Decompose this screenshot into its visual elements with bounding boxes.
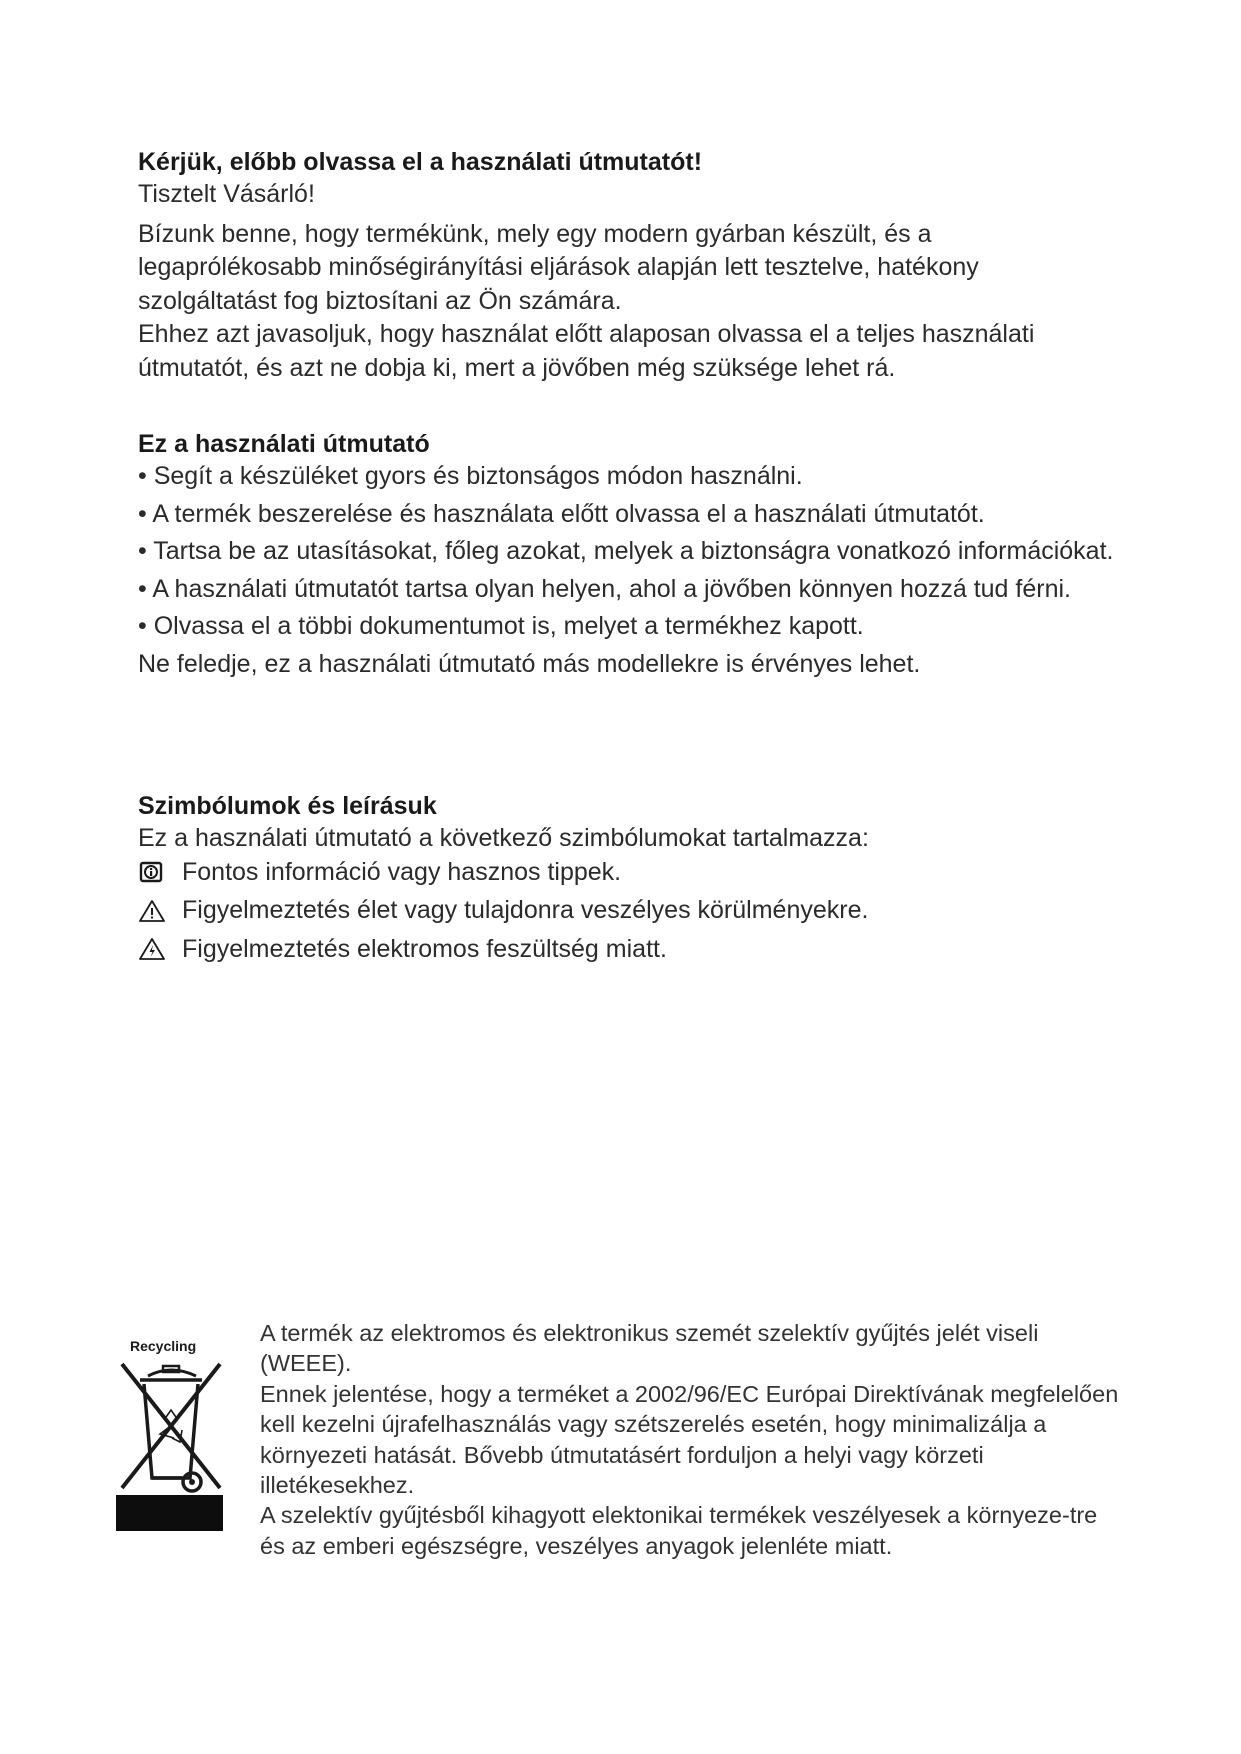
symbols-heading: Szimbólumok és leírásuk	[138, 792, 437, 820]
manual-note: Ne feledje, ez a használati útmutató más modellekre is érvényes lehet.	[138, 649, 921, 678]
symbol-row-warning	[138, 894, 1118, 928]
intro-paragraph-1: Bízunk benne, hogy termékünk, mely egy modern gyárban készült, és a legaprólékosabb minőségirányítási eljárások alapján lett tesztelve, hatékony szolgáltatást fog biztosítani az Ön számára.	[138, 219, 979, 315]
info-icon	[138, 859, 166, 885]
manual-bullet: • A használati útmutatót tartsa olyan helyen, ahol a jövőben könnyen hozzá tud férni.	[138, 574, 1071, 603]
manual-bullet: • A termék beszerelése és használata előtt olvassa el a használati útmutatót.	[138, 499, 985, 528]
intro-paragraph-2: Ehhez azt javasoljuk, hogy használat előtt alaposan olvassa el a teljes használati útmutatót, és azt ne dobja ki, mert a jövőben még szüksége lehet rá.	[138, 320, 1035, 382]
symbol-row-electric	[138, 933, 1118, 967]
symbol-text-info: Fontos információ vagy hasznos tippek.	[182, 857, 622, 886]
weee-paragraph-2: Ennek jelentése, hogy a terméket a 2002/96/EC Európai Direktívának megfelelően kell kezelni újrafelhasználás vagy szétszerelés esetén, hogy minimalizálja a környezeti hatását. Bővebb útmutatásért forduljon a helyi vagy körzeti illetékesekhez.	[260, 1380, 1119, 1499]
weee-paragraph-1: A termék az elektromos és elektronikus szemét szelektív gyűjtés jelét viseli (WEEE).	[260, 1320, 1039, 1377]
weee-logo-label: Recycling	[130, 1338, 197, 1354]
crossed-bin-icon	[116, 1350, 226, 1510]
intro-heading: Kérjük, előbb olvassa el a használati útmutatót!	[138, 148, 703, 176]
manual-heading: Ez a használati útmutató	[138, 430, 430, 458]
symbols-section	[138, 790, 1118, 971]
manual-bullet: • Segít a készüléket gyors és biztonságos módon használni.	[138, 462, 803, 490]
weee-recycling-logo	[116, 1338, 226, 1538]
weee-black-bar	[116, 1495, 223, 1531]
symbol-row-info	[138, 856, 1118, 890]
symbol-text-warning: Figyelmeztetés élet vagy tulajdonra veszélyes körülményekre.	[182, 896, 869, 924]
weee-paragraph-3: A szelektív gyűjtésből kihagyott elektonikai termékek veszélyesek a környeze-tre és az emberi egészségre, veszélyes anyagok jelenléte miatt.	[260, 1502, 1098, 1559]
greeting: Tisztelt Vásárló!	[138, 180, 315, 208]
symbols-intro: Ez a használati útmutató a következő szimbólumokat tartalmazza:	[138, 824, 869, 852]
warning-triangle-icon	[138, 898, 166, 924]
weee-description	[260, 1318, 1120, 1561]
intro-section	[138, 146, 1118, 385]
manual-bullet: • Tartsa be az utasításokat, főleg azokat, melyek a biztonságra vonatkozó információkat.	[138, 537, 1114, 565]
manual-section	[138, 428, 1118, 681]
warning-triangle-icon	[138, 936, 166, 962]
manual-bullet: • Olvassa el a többi dokumentumot is, melyet a termékhez kapott.	[138, 612, 864, 640]
symbol-text-electric: Figyelmeztetés elektromos feszültség miatt.	[182, 934, 667, 963]
